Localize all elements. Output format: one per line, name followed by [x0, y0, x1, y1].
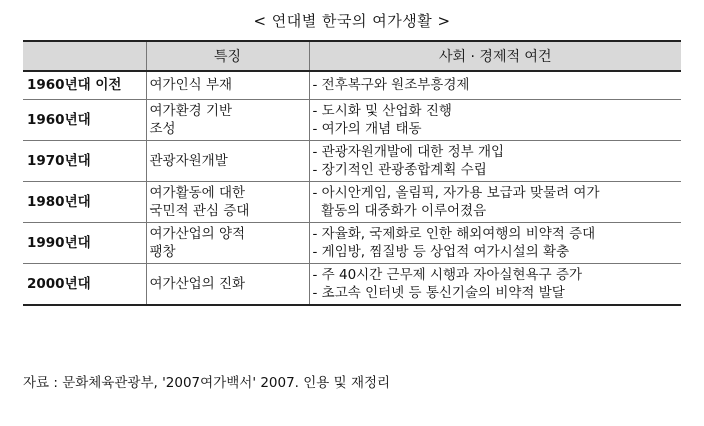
source-note: 자료 : 문화체육관광부, '2007여가백서' 2007. 인용 및 재정리 [23, 375, 391, 391]
table-row [23, 140, 681, 181]
conditions-cell [309, 181, 681, 222]
feature-cell [146, 71, 309, 99]
condition-line: - 전후복구와 원조부흥경제 [312, 77, 470, 94]
table-row [23, 263, 681, 305]
era-cell: 2000년대 [23, 263, 146, 305]
condition-line: - 관광자원개발에 대한 정부 개입 [312, 143, 505, 160]
table-row [23, 99, 681, 140]
condition-line: 활동의 대중화가 이루어졌음 [312, 202, 487, 219]
era-cell: 1980년대 [23, 181, 146, 222]
feature-line: 국민적 관심 증대 [149, 202, 250, 219]
feature-cell [146, 222, 309, 263]
era-cell: 1970년대 [23, 140, 146, 181]
condition-line: - 초고속 인터넷 등 통신기술의 비약적 발달 [312, 284, 565, 301]
conditions-cell [309, 71, 681, 99]
feature-cell [146, 181, 309, 222]
header-era [23, 41, 146, 71]
feature-line: 여가환경 기반 [149, 102, 233, 119]
leisure-history-table [23, 40, 681, 306]
condition-line: - 도시화 및 산업화 진행 [312, 102, 452, 119]
feature-line: 여가인식 부재 [149, 77, 233, 94]
header-conditions: 사회 · 경제적 여건 [309, 41, 681, 71]
feature-line: 팽창 [149, 243, 176, 260]
condition-line: - 자율화, 국제화로 인한 해외여행의 비약적 증대 [312, 225, 596, 242]
feature-cell [146, 263, 309, 305]
era-cell: 1960년대 [23, 99, 146, 140]
feature-line: 조성 [149, 120, 176, 137]
feature-line: 관광자원개발 [149, 152, 228, 169]
feature-line: 여가산업의 진화 [149, 275, 246, 292]
conditions-cell [309, 222, 681, 263]
conditions-cell [309, 99, 681, 140]
condition-line: - 주 40시간 근무제 시행과 자아실현욕구 증가 [312, 266, 582, 283]
table-title: < 연대별 한국의 여가생활 > [253, 12, 451, 30]
era-cell: 1960년대 이전 [23, 71, 146, 99]
feature-line: 여가산업의 양적 [149, 225, 246, 242]
feature-cell [146, 140, 309, 181]
table-row [23, 181, 681, 222]
era-cell: 1990년대 [23, 222, 146, 263]
conditions-cell [309, 263, 681, 305]
conditions-cell [309, 140, 681, 181]
condition-line: - 게임방, 찜질방 등 상업적 여가시설의 확충 [312, 243, 570, 260]
feature-line: 여가활동에 대한 [149, 184, 246, 201]
table-row [23, 222, 681, 263]
condition-line: - 장기적인 관광종합계획 수립 [312, 161, 487, 178]
table-row [23, 71, 681, 99]
table-header-row [23, 41, 681, 71]
condition-line: - 아시안게임, 올림픽, 자가용 보급과 맞물려 여가 [312, 184, 600, 201]
header-feature: 특징 [146, 41, 309, 71]
feature-cell [146, 99, 309, 140]
condition-line: - 여가의 개념 태동 [312, 120, 422, 137]
